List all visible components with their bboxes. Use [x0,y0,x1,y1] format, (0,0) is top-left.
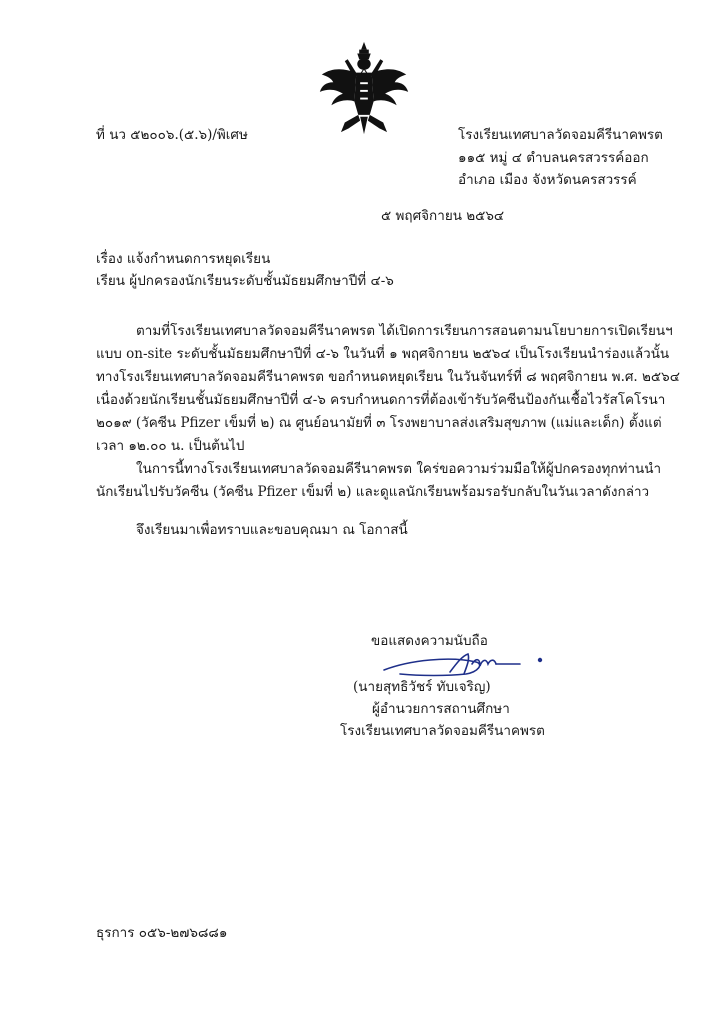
signer-name: (นายสุทธิวัชร์ ทับเจริญ) [353,679,491,695]
address-line-1: ๑๑๕ หมู่ ๔ ตำบลนครสวรรค์ออก [458,150,649,166]
signer-organization: โรงเรียนเทศบาลวัดจอมคีรีนาคพรต [340,723,545,739]
body-line: เนื่องด้วยนักเรียนชั้นมัธยมศึกษาปีที่ ๔-๖ ครบกำหนดการที่ต้องเข้ารับวัคซีนป้องกันเชื้อไวรัสโคโรนา [96,392,666,408]
body-line: ทางโรงเรียนเทศบาลวัดจอมคีรีนาคพรต ขอกำหนดหยุดเรียน ในวันจันทร์ที่ ๘ พฤศจิกายน พ.ศ. ๒๕๖๔ [96,369,680,385]
letter-date: ๕ พฤศจิกายน ๒๕๖๔ [381,208,505,224]
body-line: ๒๐๑๙ (วัคซีน Pfizer เข็มที่ ๒) ณ ศูนย์อนามัยที่ ๓ โรงพยาบาลส่งเสริมสุขภาพ (แม่และเด็ก) ตั้งแต่ [96,415,662,431]
closing-sentence: จึงเรียนมาเพื่อทราบและขอบคุณมา ณ โอกาสนี้ [136,522,408,538]
contact-phone: ธุรการ ๐๕๖-๒๗๖๘๘๑ [96,925,228,941]
address-line-2: อำเภอ เมือง จังหวัดนครสวรรค์ [458,172,637,188]
salutation: ขอแสดงความนับถือ [371,633,488,649]
recipient-line: เรียน ผู้ปกครองนักเรียนระดับชั้นมัธยมศึกษาปีที่ ๔-๖ [96,273,394,289]
body-line: ตามที่โรงเรียนเทศบาลวัดจอมคีรีนาคพรต ได้เปิดการเรียนการสอนตามนโยบายการเปิดเรียนฯ [136,323,673,339]
body-line: นักเรียนไปรับวัคซีน (วัคซีน Pfizer เข็มที่ ๒) และดูแลนักเรียนพร้อมรอรับกลับในวันเวลาดังกล่าว [96,484,650,500]
reference-number: ที่ นว ๕๒๐๐๖.(๕.๖)/พิเศษ [96,127,248,143]
body-line: แบบ on-site ระดับชั้นมัธยมศึกษาปีที่ ๔-๖ ในวันที่ ๑ พฤศจิกายน ๒๕๖๔ เป็นโรงเรียนนำร่องแล้วนั้น [96,346,670,362]
garuda-emblem-icon [316,40,412,136]
signer-title: ผู้อำนวยการสถานศึกษา [372,701,510,717]
body-line: เวลา ๑๒.๐๐ น. เป็นต้นไป [96,438,245,454]
body-line: ในการนี้ทางโรงเรียนเทศบาลวัดจอมคีรีนาคพรต ใคร่ขอความร่วมมือให้ผู้ปกครองทุกท่านนำ [136,461,662,477]
school-name: โรงเรียนเทศบาลวัดจอมคีรีนาคพรต [458,127,663,143]
subject-line: เรื่อง แจ้งกำหนดการหยุดเรียน [96,251,271,267]
